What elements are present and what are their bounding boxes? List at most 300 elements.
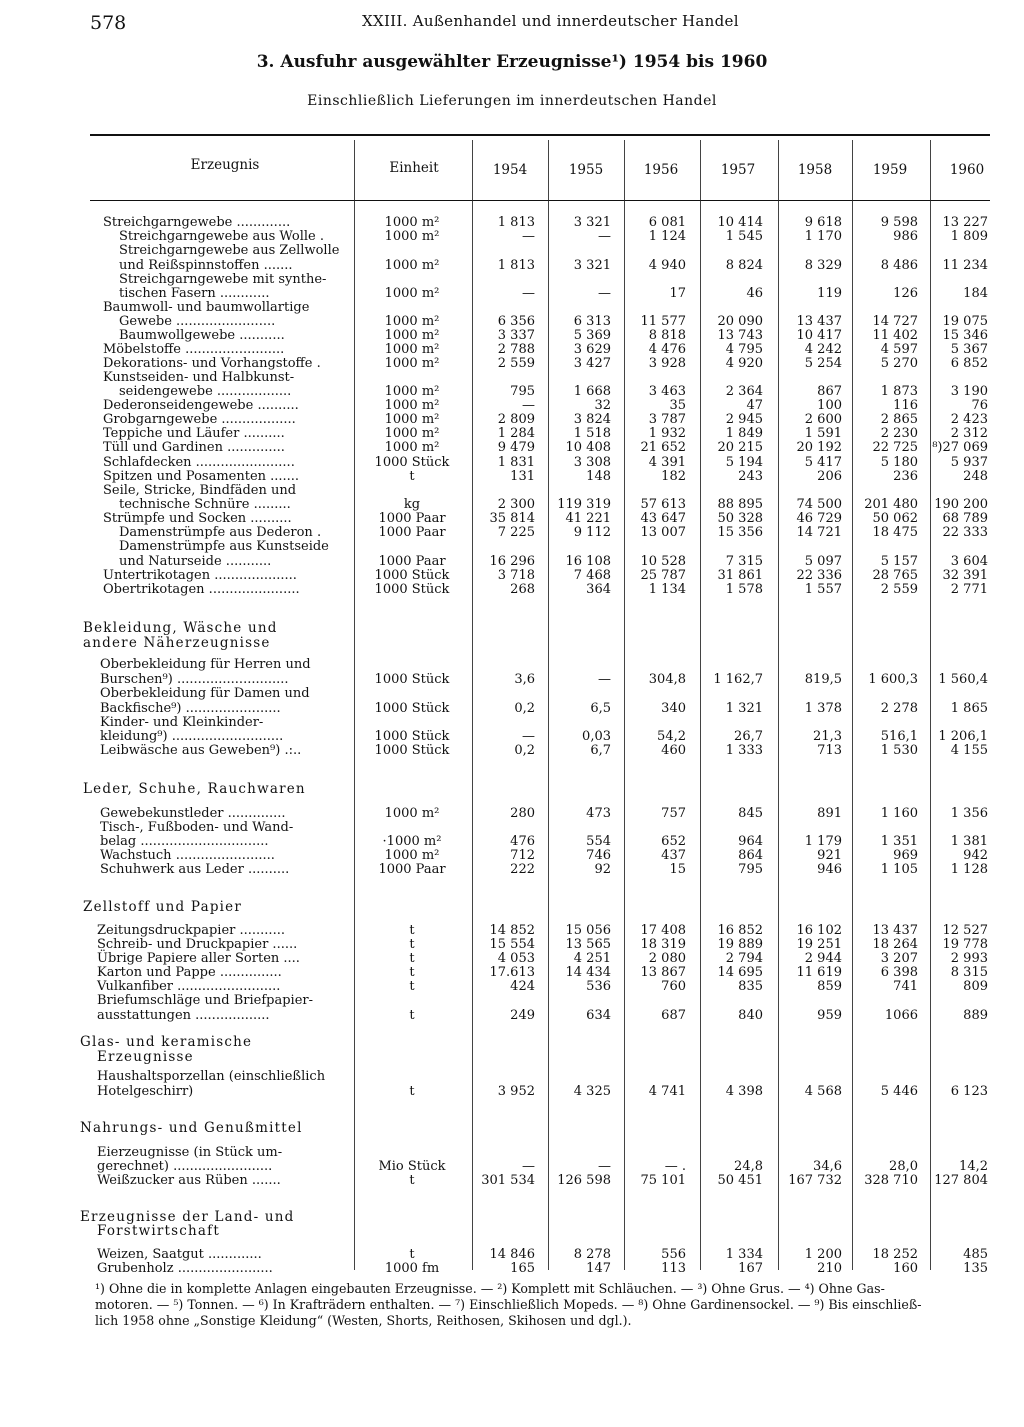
table-subtitle: Einschließlich Lieferungen im innerdeutschen Handel (307, 93, 717, 109)
row-label: belag ............................... (100, 834, 269, 849)
value-cell: 14 434 (565, 965, 611, 980)
value-cell: 1 128 (950, 862, 988, 877)
value-cell: 3 427 (573, 356, 611, 371)
value-cell: 476 (510, 834, 535, 849)
value-cell: 57 613 (640, 497, 686, 512)
value-cell: 712 (510, 848, 535, 863)
row-unit: 1000 Stück (374, 701, 450, 716)
value-cell: 16 296 (489, 554, 535, 569)
value-cell: 2 771 (950, 582, 988, 597)
value-cell: 18 319 (640, 937, 686, 952)
value-cell: 4 053 (497, 951, 535, 966)
value-cell: 126 598 (557, 1173, 611, 1188)
value-cell: 3 928 (648, 356, 686, 371)
value-cell: 243 (738, 469, 763, 484)
value-cell: 8 486 (880, 258, 918, 273)
row-label: Grobgarngewebe .................. (103, 412, 296, 427)
value-cell: 5 097 (804, 554, 842, 569)
value-cell: 3 321 (573, 215, 611, 230)
value-cell: 1 351 (880, 834, 918, 849)
value-cell: 35 (669, 398, 686, 413)
value-cell: — (522, 286, 535, 301)
row-unit: t (409, 937, 415, 952)
value-cell: 14 852 (489, 923, 535, 938)
value-cell: 31 861 (717, 568, 763, 583)
value-cell: 19 251 (796, 937, 842, 952)
value-cell: 54,2 (657, 729, 686, 744)
value-cell: 236 (893, 469, 918, 484)
row-label: Haushaltsporzellan (einschließlich (97, 1069, 326, 1084)
value-cell: — (598, 286, 611, 301)
value-cell: 1 591 (804, 426, 842, 441)
table-top-rule (90, 134, 990, 136)
value-cell: 5 446 (880, 1084, 918, 1099)
value-cell: 301 534 (481, 1173, 535, 1188)
row-label: Schlafdecken ........................ (103, 455, 295, 470)
value-cell: 2 312 (950, 426, 988, 441)
value-cell: 2 230 (880, 426, 918, 441)
value-cell: — (598, 1159, 611, 1174)
value-cell: 1 381 (950, 834, 988, 849)
value-cell: 516,1 (880, 729, 918, 744)
value-cell: 249 (510, 1008, 535, 1023)
row-label: Baumwoll- und baumwollartige (103, 300, 310, 315)
value-cell: 437 (661, 848, 686, 863)
value-cell: — (598, 672, 611, 687)
row-label: Schreib- und Druckpapier ...... (97, 937, 298, 952)
row-label: technische Schnüre ......... (119, 497, 291, 512)
value-cell: 35 814 (489, 511, 535, 526)
value-cell: 2 080 (648, 951, 686, 966)
value-cell: 1 170 (804, 229, 842, 244)
value-cell: 3 604 (950, 554, 988, 569)
section-title: Forstwirtschaft (97, 1223, 220, 1239)
value-cell: 819,5 (804, 672, 842, 687)
value-cell: 4 920 (725, 356, 763, 371)
value-cell: 1 578 (725, 582, 763, 597)
value-cell: 1 124 (648, 229, 686, 244)
value-cell: 7 468 (573, 568, 611, 583)
value-cell: 280 (510, 806, 535, 821)
value-cell: 21 652 (640, 440, 686, 455)
row-unit: t (409, 951, 415, 966)
value-cell: 50 328 (717, 511, 763, 526)
row-label: Strümpfe und Socken .......... (103, 511, 292, 526)
row-label: Karton und Pappe ............... (97, 965, 282, 980)
value-cell: 867 (817, 384, 842, 399)
row-unit: 1000 m² (384, 848, 440, 863)
value-cell: 1 813 (497, 258, 535, 273)
value-cell: 76 (971, 398, 988, 413)
value-cell: 5 157 (880, 554, 918, 569)
value-cell: 473 (586, 806, 611, 821)
row-label: Baumwollgewebe ........... (119, 328, 285, 343)
value-cell: ⁸)27 069 (932, 440, 988, 455)
value-cell: 15 356 (717, 525, 763, 540)
row-label: Gewebe ........................ (119, 314, 276, 329)
value-cell: 364 (586, 582, 611, 597)
row-unit: 1000 Paar (378, 525, 446, 540)
row-label: Gewebekunstleder .............. (100, 806, 286, 821)
value-cell: 4 476 (648, 342, 686, 357)
row-label: Streichgarngewebe ............. (103, 215, 291, 230)
row-unit: t (409, 1008, 415, 1023)
value-cell: 19 889 (717, 937, 763, 952)
value-cell: 2 865 (880, 412, 918, 427)
value-cell: 68 789 (942, 511, 988, 526)
value-cell: 964 (738, 834, 763, 849)
value-cell: 190 200 (934, 497, 988, 512)
value-cell: 7 225 (497, 525, 535, 540)
row-label: Tisch-, Fußboden- und Wand- (100, 820, 294, 835)
value-cell: 15 (669, 862, 686, 877)
value-cell: 1 560,4 (938, 672, 988, 687)
value-cell: 840 (738, 1008, 763, 1023)
value-cell: 864 (738, 848, 763, 863)
value-cell: 1 200 (804, 1247, 842, 1262)
row-label: Oberbekleidung für Herren und (100, 657, 311, 672)
row-label: und Naturseide ........... (119, 554, 272, 569)
value-cell: 11 402 (872, 328, 918, 343)
value-cell: 969 (893, 848, 918, 863)
value-cell: 26,7 (734, 729, 763, 744)
header-year: 1960 (949, 162, 985, 178)
value-cell: 835 (738, 979, 763, 994)
value-cell: 1 865 (950, 701, 988, 716)
section-title: Erzeugnisse (97, 1049, 194, 1065)
row-unit: 1000 m² (384, 806, 440, 821)
value-cell: 5 180 (880, 455, 918, 470)
value-cell: 1 162,7 (713, 672, 763, 687)
value-cell: 1 545 (725, 229, 763, 244)
value-cell: 88 895 (717, 497, 763, 512)
value-cell: 6 398 (880, 965, 918, 980)
value-cell: 0,2 (514, 743, 535, 758)
row-unit: 1000 m² (384, 384, 440, 399)
row-unit: kg (403, 497, 421, 512)
value-cell: 6 123 (950, 1084, 988, 1099)
value-cell: 10 414 (717, 215, 763, 230)
value-cell: 126 (893, 286, 918, 301)
value-cell: 5 367 (950, 342, 988, 357)
value-cell: 14 721 (796, 525, 842, 540)
value-cell: 148 (586, 469, 611, 484)
row-unit: 1000 Stück (374, 743, 450, 758)
value-cell: 6 313 (573, 314, 611, 329)
value-cell: 1 179 (804, 834, 842, 849)
value-cell: 1 668 (573, 384, 611, 399)
value-cell: 20 215 (717, 440, 763, 455)
row-label: Übrige Papiere aller Sorten .... (97, 951, 300, 966)
row-label: Untertrikotagen .................... (103, 568, 297, 583)
header-unit: Einheit (389, 160, 439, 176)
value-cell: 13 743 (717, 328, 763, 343)
value-cell: 3 308 (573, 455, 611, 470)
value-cell: 2 809 (497, 412, 535, 427)
value-cell: 1 813 (497, 215, 535, 230)
value-cell: 116 (893, 398, 918, 413)
row-label: Grubenholz ....................... (97, 1261, 273, 1276)
value-cell: 634 (586, 1008, 611, 1023)
value-cell: 4 325 (573, 1084, 611, 1099)
row-label: Burschen⁹) ........................... (100, 672, 289, 687)
value-cell: 1066 (884, 1008, 918, 1023)
value-cell: 119 319 (557, 497, 611, 512)
value-cell: 5 194 (725, 455, 763, 470)
value-cell: 184 (963, 286, 988, 301)
value-cell: 113 (661, 1261, 686, 1276)
value-cell: 11 577 (640, 314, 686, 329)
value-cell: 201 480 (864, 497, 918, 512)
value-cell: 19 075 (942, 314, 988, 329)
value-cell: 1 321 (725, 701, 763, 716)
value-cell: 889 (963, 1008, 988, 1023)
row-unit: 1000 Stück (374, 672, 450, 687)
row-unit: 1000 m² (384, 398, 440, 413)
header-bottom-rule (90, 200, 990, 201)
value-cell: 1 206,1 (938, 729, 988, 744)
row-unit: t (409, 1084, 415, 1099)
row-label: Seile, Stricke, Bindfäden und (103, 483, 297, 498)
value-cell: 18 475 (872, 525, 918, 540)
header-year: 1956 (643, 162, 679, 178)
value-cell: 14 695 (717, 965, 763, 980)
value-cell: 1 518 (573, 426, 611, 441)
value-cell: 17.613 (489, 965, 535, 980)
value-cell: 1 160 (880, 806, 918, 821)
value-cell: 2 364 (725, 384, 763, 399)
value-cell: 6 081 (648, 215, 686, 230)
value-cell: 7 315 (725, 554, 763, 569)
value-cell: 32 (594, 398, 611, 413)
row-unit: 1000 m² (384, 356, 440, 371)
row-unit: t (409, 965, 415, 980)
row-label: Tüll und Gardinen .............. (103, 440, 285, 455)
value-cell: 17 408 (640, 923, 686, 938)
value-cell: 4 597 (880, 342, 918, 357)
value-cell: 8 278 (573, 1247, 611, 1262)
value-cell: 5 417 (804, 455, 842, 470)
row-label: Kinder- und Kleinkinder- (100, 715, 264, 730)
row-label: Teppiche und Läufer .......... (103, 426, 285, 441)
value-cell: 135 (963, 1261, 988, 1276)
value-cell: 2 600 (804, 412, 842, 427)
value-cell: 3 718 (497, 568, 535, 583)
section-title: Erzeugnisse der Land- und (80, 1209, 295, 1225)
value-cell: 11 619 (796, 965, 842, 980)
value-cell: 6,5 (590, 701, 611, 716)
value-cell: 16 102 (796, 923, 842, 938)
value-cell: — (598, 229, 611, 244)
value-cell: 4 568 (804, 1084, 842, 1099)
value-cell: 2 559 (497, 356, 535, 371)
value-cell: 2 559 (880, 582, 918, 597)
value-cell: 760 (661, 979, 686, 994)
value-cell: 13 227 (942, 215, 988, 230)
value-cell: 100 (817, 398, 842, 413)
value-cell: 795 (510, 384, 535, 399)
value-cell: 13 565 (565, 937, 611, 952)
header-year: 1955 (568, 162, 604, 178)
value-cell: 795 (738, 862, 763, 877)
value-cell: 1 284 (497, 426, 535, 441)
value-cell: 3 824 (573, 412, 611, 427)
value-cell: 2 788 (497, 342, 535, 357)
value-cell: 8 824 (725, 258, 763, 273)
row-label: Spitzen und Posamenten ....... (103, 469, 300, 484)
value-cell: 3,6 (514, 672, 535, 687)
value-cell: 119 (817, 286, 842, 301)
row-unit: 1000 Stück (374, 582, 450, 597)
value-cell: 0,03 (582, 729, 611, 744)
row-label: Kunstseiden- und Halbkunst- (103, 370, 295, 385)
value-cell: 460 (661, 743, 686, 758)
row-unit: t (409, 923, 415, 938)
row-unit: t (409, 1247, 415, 1262)
row-label: Vulkanfiber ......................... (97, 979, 281, 994)
value-cell: 340 (661, 701, 686, 716)
row-unit: Mio Stück (378, 1159, 446, 1174)
value-cell: 28,0 (889, 1159, 918, 1174)
row-label: Hotelgeschirr) (97, 1084, 194, 1099)
value-cell: 713 (817, 743, 842, 758)
value-cell: 859 (817, 979, 842, 994)
value-cell: 1 134 (648, 582, 686, 597)
row-label: kleidung⁹) ........................... (100, 729, 284, 744)
footnotes (95, 1281, 985, 1329)
value-cell: 1 334 (725, 1247, 763, 1262)
row-unit: 1000 m² (384, 328, 440, 343)
value-cell: 4 391 (648, 455, 686, 470)
value-cell: 3 321 (573, 258, 611, 273)
value-cell: 1 873 (880, 384, 918, 399)
row-unit: 1000 m² (384, 412, 440, 427)
row-unit: 1000 Stück (374, 455, 450, 470)
row-label: Obertrikotagen ...................... (103, 582, 300, 597)
row-unit: 1000 Paar (378, 862, 446, 877)
section-title: andere Näherzeugnisse (83, 635, 271, 651)
value-cell: 167 732 (788, 1173, 842, 1188)
row-unit: 1000 Paar (378, 554, 446, 569)
value-cell: 6 356 (497, 314, 535, 329)
value-cell: 22 336 (796, 568, 842, 583)
value-cell: 10 417 (796, 328, 842, 343)
value-cell: 18 252 (872, 1247, 918, 1262)
value-cell: 16 852 (717, 923, 763, 938)
row-unit: 1000 m² (384, 258, 440, 273)
section-title: Zellstoff und Papier (83, 899, 243, 915)
value-cell: 11 234 (942, 258, 988, 273)
row-label: Streichgarngewebe aus Wolle . (119, 229, 324, 244)
value-cell: 10 408 (565, 440, 611, 455)
value-cell: 20 090 (717, 314, 763, 329)
value-cell: 92 (594, 862, 611, 877)
value-cell: 1 333 (725, 743, 763, 758)
value-cell: 24,8 (734, 1159, 763, 1174)
row-unit: 1000 m² (384, 426, 440, 441)
value-cell: 2 944 (804, 951, 842, 966)
value-cell: 9 479 (497, 440, 535, 455)
value-cell: 222 (510, 862, 535, 877)
row-unit: 1000 fm (384, 1261, 440, 1276)
value-cell: — (522, 229, 535, 244)
value-cell: 4 155 (950, 743, 988, 758)
value-cell: 1 378 (804, 701, 842, 716)
value-cell: 160 (893, 1261, 918, 1276)
value-cell: 147 (586, 1261, 611, 1276)
value-cell: 28 765 (872, 568, 918, 583)
row-label: Dederonseidengewebe .......... (103, 398, 299, 413)
section-title: Nahrungs- und Genußmittel (80, 1120, 303, 1136)
value-cell: 328 710 (864, 1173, 918, 1188)
value-cell: 248 (963, 469, 988, 484)
row-label: Damenstrümpfe aus Dederon . (119, 525, 322, 540)
value-cell: 9 598 (880, 215, 918, 230)
row-label: seidengewebe .................. (119, 384, 292, 399)
value-cell: 2 945 (725, 412, 763, 427)
value-cell: 536 (586, 979, 611, 994)
chapter-heading: XXIII. Außenhandel und innerdeutscher Handel (362, 12, 739, 30)
row-unit: 1000 m² (384, 440, 440, 455)
row-label: Zeitungsdruckpapier ........... (97, 923, 285, 938)
value-cell: 268 (510, 582, 535, 597)
value-cell: 21,3 (813, 729, 842, 744)
value-cell: 741 (893, 979, 918, 994)
value-cell: 986 (893, 229, 918, 244)
row-label: und Reißspinnstoffen ....... (119, 258, 293, 273)
value-cell: 2 993 (950, 951, 988, 966)
value-cell: 891 (817, 806, 842, 821)
value-cell: 5 254 (804, 356, 842, 371)
value-cell: 17 (669, 286, 686, 301)
value-cell: 22 725 (872, 440, 918, 455)
value-cell: 4 741 (648, 1084, 686, 1099)
row-label: Leibwäsche aus Geweben⁹) .:.. (100, 743, 302, 758)
header-year: 1957 (720, 162, 756, 178)
value-cell: 32 391 (942, 568, 988, 583)
value-cell: 15 056 (565, 923, 611, 938)
value-cell: 1 530 (880, 743, 918, 758)
row-label: Schuhwerk aus Leder .......... (100, 862, 290, 877)
header-year: 1958 (797, 162, 833, 178)
value-cell: 809 (963, 979, 988, 994)
value-cell: 4 398 (725, 1084, 763, 1099)
value-cell: 1 356 (950, 806, 988, 821)
value-cell: 13 437 (872, 923, 918, 938)
row-label: Weizen, Saatgut ............. (97, 1247, 262, 1262)
footnote-line: ¹) Ohne die in komplette Anlagen eingebauten Erzeugnisse. — ²) Komplett mit Schläuchen. — ³) Ohne Grus. — ⁴) Ohne Gas- (95, 1281, 885, 1296)
value-cell: 1 831 (497, 455, 535, 470)
value-cell: 8 818 (648, 328, 686, 343)
value-cell: — . (664, 1159, 686, 1174)
value-cell: 13 007 (640, 525, 686, 540)
row-label: Eierzeugnisse (in Stück um- (97, 1145, 283, 1160)
value-cell: 1 849 (725, 426, 763, 441)
row-unit: t (409, 1173, 415, 1188)
row-label: gerechnet) ........................ (97, 1159, 273, 1174)
value-cell: 165 (510, 1261, 535, 1276)
value-cell: 10 528 (640, 554, 686, 569)
value-cell: 304,8 (648, 672, 686, 687)
value-cell: 2 278 (880, 701, 918, 716)
row-label: Wachstuch ........................ (100, 848, 275, 863)
value-cell: 41 221 (565, 511, 611, 526)
value-cell: 182 (661, 469, 686, 484)
value-cell: 946 (817, 862, 842, 877)
value-cell: 13 437 (796, 314, 842, 329)
table-title: 3. Ausfuhr ausgewählter Erzeugnisse¹) 1954 bis 1960 (256, 52, 768, 72)
row-label: ausstattungen .................. (97, 1008, 270, 1023)
